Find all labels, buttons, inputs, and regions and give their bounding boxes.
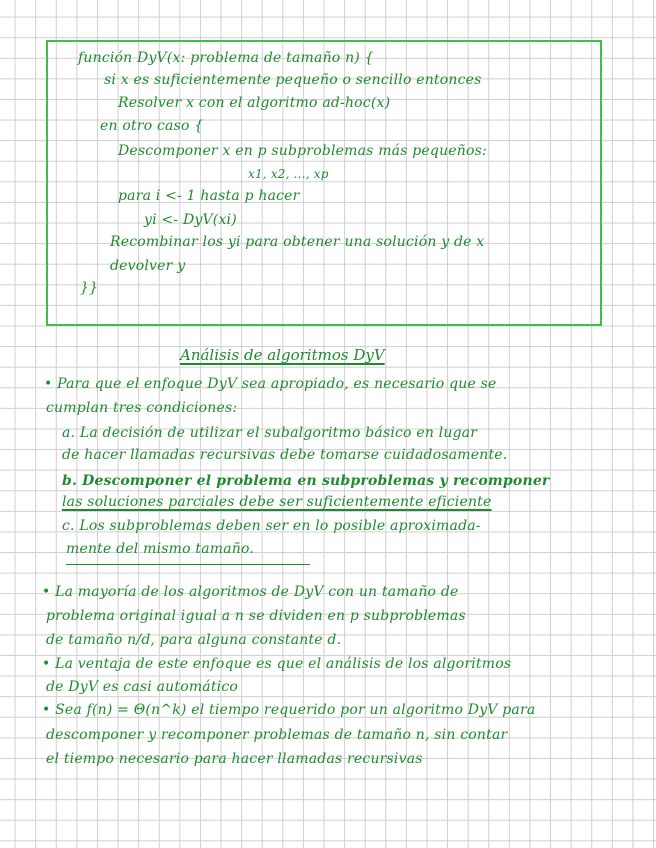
note-line-8: el tiempo necesario para hacer llamadas recursivas — [46, 751, 423, 767]
note-line-5: de DyV es casi automático — [46, 679, 239, 695]
algo-line-2: si x es suficientemente pequeño o sencillo entonces — [104, 72, 482, 88]
analysis-title: Análisis de algoritmos DyV — [180, 346, 385, 364]
algo-line-11: }} — [80, 280, 99, 296]
intro-line-2: cumplan tres condiciones: — [46, 400, 238, 416]
algo-line-3: Resolver x con el algoritmo ad-hoc(x) — [118, 95, 391, 111]
note-line-4: • La ventaja de este enfoque es que el análisis de los algoritmos — [42, 656, 512, 672]
algo-line-5: Descomponer x en p subproblemas más pequeños: — [118, 143, 487, 159]
condition-c-line-2: mente del mismo tamaño. — [66, 541, 255, 557]
algo-line-1: función DyV(x: problema de tamaño n) { — [78, 50, 374, 66]
condition-a-line-1: a. La decisión de utilizar el subalgoritmo básico en lugar — [62, 425, 478, 441]
condition-a-line-2: de hacer llamadas recursivas debe tomarse cuidadosamente. — [62, 447, 508, 463]
algo-line-9: Recombinar los yi para obtener una solución y de x — [110, 234, 485, 250]
algo-line-10: devolver y — [110, 258, 186, 274]
intro-line-1: • Para que el enfoque DyV sea apropiado, es necesario que se — [44, 376, 497, 392]
note-line-7: descomponer y recomponer problemas de tamaño n, sin contar — [46, 727, 508, 743]
condition-c-line-1: c. Los subproblemas deben ser en lo posible aproximada- — [62, 518, 481, 534]
algo-line-4: en otro caso { — [100, 118, 204, 134]
note-line-2: problema original igual a n se dividen en p subproblemas — [46, 608, 466, 624]
note-line-6: • Sea f(n) = Θ(n^k) el tiempo requerido por un algoritmo DyV para — [42, 702, 536, 718]
condition-b-line-2: las soluciones parciales debe ser suficientemente eficiente — [62, 494, 492, 510]
algo-line-8: yi <- DyV(xi) — [144, 212, 237, 228]
conditions-divider — [66, 564, 310, 565]
note-line-1: • La mayoría de los algoritmos de DyV con un tamaño de — [42, 584, 459, 600]
condition-b-line-1: b. Descomponer el problema en subproblemas y recomponer — [62, 473, 550, 489]
algo-line-6: x1, x2, ..., xp — [248, 167, 329, 181]
note-line-3: de tamaño n/d, para alguna constante d. — [46, 632, 342, 648]
algo-line-7: para i <- 1 hasta p hacer — [118, 188, 300, 204]
